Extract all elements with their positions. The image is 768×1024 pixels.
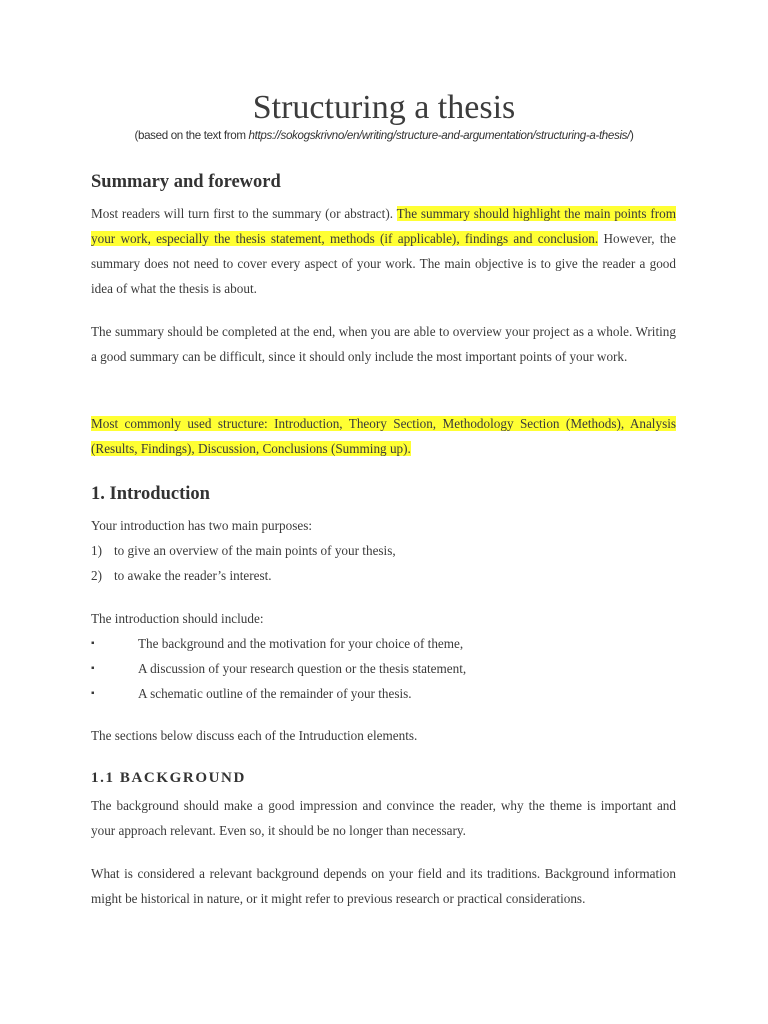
purpose-text: to give an overview of the main points of your thesis,	[114, 543, 396, 558]
purpose-item-1	[91, 538, 396, 563]
background-heading: 1.1 BACKGROUND	[91, 770, 246, 786]
source-url[interactable]: https://sokogskrivno/en/writing/structure-and-argumentation/structuring-a-thesis/	[248, 129, 630, 142]
background-paragraph-2	[91, 861, 676, 911]
include-item-3: A schematic outline of the remainder of your thesis.	[138, 686, 412, 701]
summary-p1-highlight: The summary should highlight the main points from your work, especially the thesis statement, methods (if applicable), findings and conclusion.	[91, 206, 677, 246]
source-prefix: (based on the text from	[134, 129, 249, 142]
summary-paragraph-1	[91, 201, 676, 301]
summary-p1-text-b: However, the summary does not need to cover every aspect of your work. The main objective is to give the reader a good idea of what the thesis is about.	[91, 231, 676, 296]
purpose-item-2	[91, 563, 272, 588]
bullet-icon: ▪	[91, 663, 95, 674]
summary-p2-text: The summary should be completed at the end, when you are able to overview your project as a whole. Writing a good summary can be difficult, since it should only include the most important points of your work.	[91, 324, 676, 364]
summary-p1-text-a: Most readers will turn first to the summary (or abstract).	[91, 206, 397, 221]
summary-paragraph-3	[91, 411, 676, 461]
include-item-2: A discussion of your research question or the thesis statement,	[138, 661, 467, 676]
background-paragraph-1	[91, 793, 676, 843]
bullet-icon: ▪	[91, 688, 95, 699]
purpose-text: to awake the reader’s interest.	[114, 568, 272, 583]
summary-paragraph-2	[91, 319, 676, 369]
include-intro: The introduction should include:	[91, 611, 264, 626]
summary-heading: Summary and foreword	[91, 172, 281, 192]
introduction-heading: 1. Introduction	[91, 484, 210, 504]
source-suffix: )	[630, 129, 634, 142]
purpose-number: 2)	[91, 568, 102, 583]
document-title: Structuring a thesis	[252, 89, 516, 126]
include-item-1: The background and the motivation for your choice of theme,	[138, 636, 464, 651]
background-p2-text: What is considered a relevant background depends on your field and its traditions. Background information might be historical in nature, or it might refer to previous research or practical considerations.	[91, 866, 676, 906]
sections-note: The sections below discuss each of the Intruduction elements.	[91, 728, 418, 743]
background-p1-text: The background should make a good impression and convince the reader, why the theme is important and your approach relevant. Even so, it should be no longer than necessary.	[91, 798, 676, 838]
purpose-number: 1)	[91, 543, 102, 558]
bullet-icon: ▪	[91, 638, 95, 649]
purposes-intro: Your introduction has two main purposes:	[91, 518, 313, 533]
source-note	[0, 128, 768, 144]
structure-highlight: Most commonly used structure: Introduction, Theory Section, Methodology Section (Methods), Analysis (Results, Findings), Discussion, Conclusions (Summing up).	[91, 416, 676, 456]
